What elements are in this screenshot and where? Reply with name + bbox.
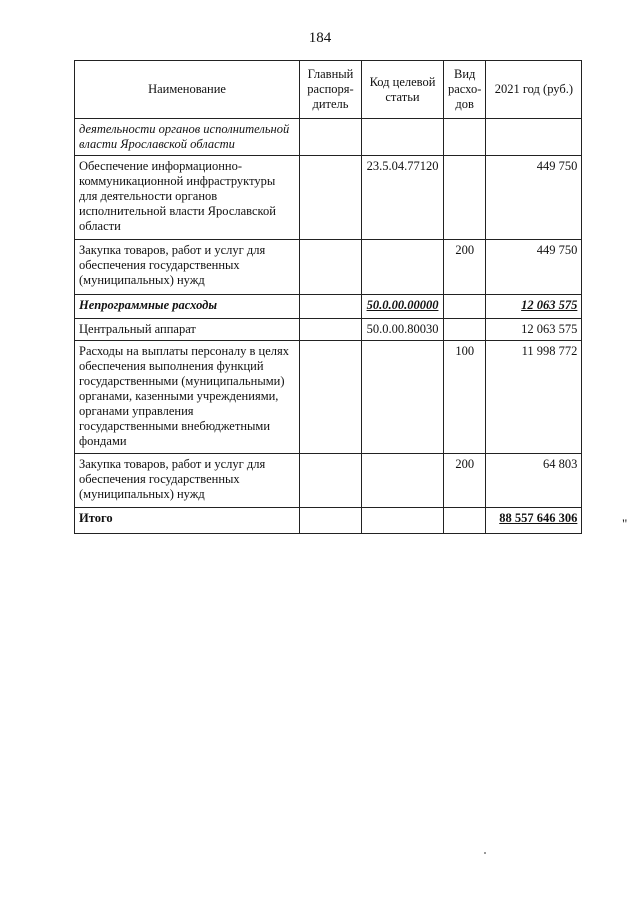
budget-table <box>74 60 582 534</box>
row-code <box>362 341 444 454</box>
row-admin <box>300 508 362 534</box>
row-sum <box>486 119 582 156</box>
table-row <box>75 319 582 341</box>
table-header-row <box>75 61 582 119</box>
row-code <box>362 508 444 534</box>
row-name: Непрограммные расходы <box>75 295 300 319</box>
row-kind <box>444 295 486 319</box>
row-name: Центральный аппарат <box>75 319 300 341</box>
header-code: Код целевой статьи <box>362 61 444 119</box>
row-name: Итого <box>75 508 300 534</box>
row-kind <box>444 119 486 156</box>
table-row-total <box>75 508 582 534</box>
row-sum: 64 803 <box>486 454 582 508</box>
table-row <box>75 295 582 319</box>
page-number: 184 <box>308 30 332 46</box>
row-sum: 449 750 <box>486 240 582 295</box>
row-kind: 200 <box>444 454 486 508</box>
row-kind <box>444 319 486 341</box>
header-kind: Вид расхо-дов <box>444 61 486 119</box>
row-sum: 88 557 646 306 <box>486 508 582 534</box>
row-admin <box>300 156 362 240</box>
row-kind: 100 <box>444 341 486 454</box>
row-sum: 449 750 <box>486 156 582 240</box>
row-code <box>362 240 444 295</box>
row-kind <box>444 156 486 240</box>
row-name: Расходы на выплаты персоналу в целях обеспечения выполнения функций государственными (муниципальными) органами, казенными учреждениями, органами управления государственными внебюджетными фондами <box>75 341 300 454</box>
row-sum: 11 998 772 <box>486 341 582 454</box>
row-code: 23.5.04.77120 <box>362 156 444 240</box>
row-kind: 200 <box>444 240 486 295</box>
row-code: 50.0.00.80030 <box>362 319 444 341</box>
row-sum: 12 063 575 <box>486 295 582 319</box>
row-name: деятельности органов исполнительной власти Ярославской области <box>75 119 300 156</box>
closing-quote: " <box>622 516 628 531</box>
scan-artifact <box>484 852 486 854</box>
table-row <box>75 454 582 508</box>
row-sum: 12 063 575 <box>486 319 582 341</box>
row-name: Закупка товаров, работ и услуг для обеспечения государственных (муниципальных) нужд <box>75 454 300 508</box>
table-row <box>75 240 582 295</box>
row-code <box>362 454 444 508</box>
row-admin <box>300 240 362 295</box>
row-name: Закупка товаров, работ и услуг для обеспечения государственных (муниципальных) нужд <box>75 240 300 295</box>
row-name: Обеспечение информационно-коммуникационной инфраструктуры для деятельности органов исполнительной власти Ярославской области <box>75 156 300 240</box>
header-admin: Главный распоря-дитель <box>300 61 362 119</box>
row-admin <box>300 454 362 508</box>
header-name: Наименование <box>75 61 300 119</box>
row-admin <box>300 295 362 319</box>
table-row <box>75 341 582 454</box>
table-row <box>75 119 582 156</box>
row-code: 50.0.00.00000 <box>362 295 444 319</box>
row-admin <box>300 319 362 341</box>
row-kind <box>444 508 486 534</box>
row-admin <box>300 119 362 156</box>
header-sum: 2021 год (руб.) <box>486 61 582 119</box>
table-row <box>75 156 582 240</box>
row-admin <box>300 341 362 454</box>
row-code <box>362 119 444 156</box>
